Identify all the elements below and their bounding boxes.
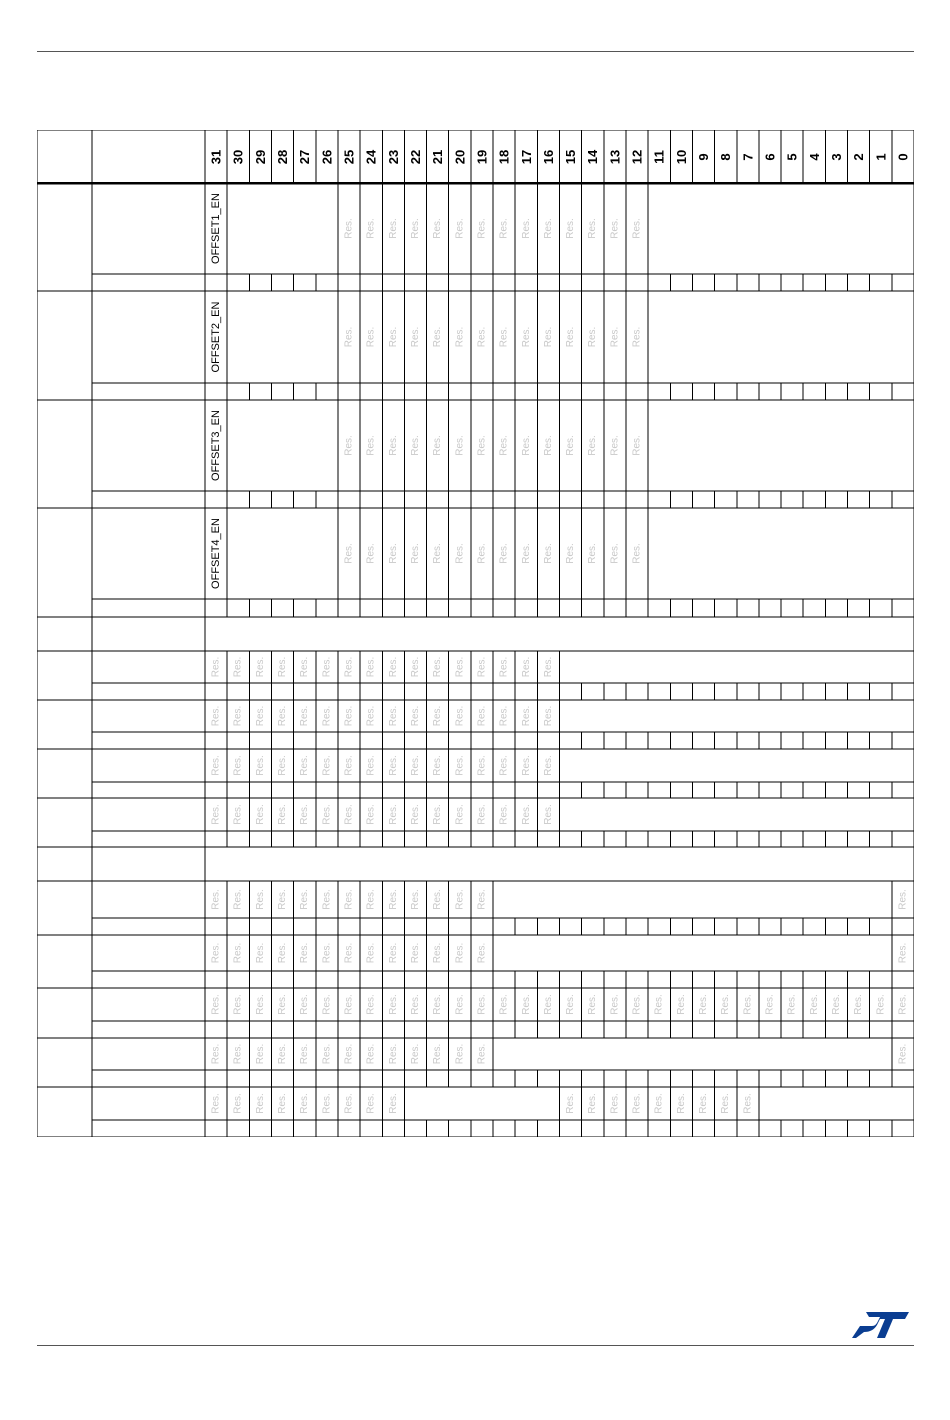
reserved-bit-label: Res. xyxy=(299,1093,311,1114)
reserved-bit-label: Res. xyxy=(653,994,665,1015)
reserved-bit-label: Res. xyxy=(321,942,333,964)
bit-number-label: 28 xyxy=(275,149,291,165)
reserved-bit-label: Res. xyxy=(587,218,599,239)
reserved-bit-label: Res. xyxy=(454,656,466,678)
reserved-bit-label: Res. xyxy=(476,543,488,564)
reserved-bit-label: Res. xyxy=(387,543,399,564)
reserved-bit-label: Res. xyxy=(277,889,289,910)
bit-number-label: 20 xyxy=(452,149,468,165)
reserved-bit-label: Res. xyxy=(299,804,311,825)
reserved-bit-label: Res. xyxy=(365,656,377,678)
reserved-bit-label: Res. xyxy=(609,1093,621,1114)
reserved-bit-label: Res. xyxy=(232,656,244,678)
reserved-bit-label: Res. xyxy=(387,656,399,678)
reserved-bit-label: Res. xyxy=(631,1093,643,1114)
reserved-bit-label: Res. xyxy=(587,326,599,348)
bit-number-label: 27 xyxy=(297,149,313,165)
bit-number-label: 12 xyxy=(629,149,645,165)
reserved-bit-label: Res. xyxy=(232,755,244,776)
bit-number-label: 24 xyxy=(363,149,379,165)
reserved-bit-label: Res. xyxy=(343,435,355,456)
reserved-bit-label: Res. xyxy=(343,543,355,564)
reserved-bit-label: Res. xyxy=(387,1043,399,1065)
reserved-bit-label: Res. xyxy=(875,994,887,1015)
reserved-bit-label: Res. xyxy=(542,994,554,1015)
reserved-bit-label: Res. xyxy=(321,656,333,678)
bit-number-label: 1 xyxy=(873,153,889,161)
reserved-bit-label: Res. xyxy=(764,994,776,1015)
reserved-bit-label: Res. xyxy=(210,755,222,776)
reserved-bit-label: Res. xyxy=(587,1093,599,1114)
reserved-bit-label: Res. xyxy=(454,804,466,825)
bit-number-label: 18 xyxy=(496,149,512,165)
reserved-bit-label: Res. xyxy=(432,755,444,776)
reserved-bit-label: Res. xyxy=(321,755,333,776)
reserved-bit-label: Res. xyxy=(498,994,510,1015)
reserved-bit-label: Res. xyxy=(476,656,488,678)
register-map-table xyxy=(37,130,914,1137)
reserved-bit-label: Res. xyxy=(432,994,444,1015)
reserved-bit-label: Res. xyxy=(542,326,554,348)
reserved-bit-label: Res. xyxy=(387,218,399,239)
reserved-bit-label: Res. xyxy=(454,435,466,456)
st-logo-icon xyxy=(852,1310,910,1340)
reserved-bit-label: Res. xyxy=(542,656,554,678)
reserved-bit-label: Res. xyxy=(321,804,333,825)
bit-number-label: 4 xyxy=(806,153,822,161)
reserved-bit-label: Res. xyxy=(454,218,466,239)
reserved-bit-label: Res. xyxy=(210,705,222,727)
reserved-bit-label: Res. xyxy=(476,1043,488,1065)
reserved-bit-label: Res. xyxy=(365,218,377,239)
reserved-bit-label: Res. xyxy=(476,755,488,776)
reserved-bit-label: Res. xyxy=(343,889,355,910)
bit-number-label: 29 xyxy=(252,149,268,165)
reserved-bit-label: Res. xyxy=(409,218,421,239)
reserved-bit-label: Res. xyxy=(432,326,444,348)
reserved-bit-label: Res. xyxy=(387,889,399,910)
reserved-bit-label: Res. xyxy=(387,705,399,727)
reserved-bit-label: Res. xyxy=(675,994,687,1015)
reserved-bit-label: Res. xyxy=(720,994,732,1015)
header-rule xyxy=(37,51,914,52)
bit-number-label: 16 xyxy=(540,149,556,165)
reserved-bit-label: Res. xyxy=(565,326,577,348)
reserved-bit-label: Res. xyxy=(409,543,421,564)
reserved-bit-label: Res. xyxy=(720,1093,732,1114)
reserved-bit-label: Res. xyxy=(277,755,289,776)
reserved-bit-label: Res. xyxy=(343,942,355,964)
reserved-bit-label: Res. xyxy=(587,543,599,564)
reserved-bit-label: Res. xyxy=(409,994,421,1015)
bit-number-label: 5 xyxy=(784,153,800,161)
reserved-bit-label: Res. xyxy=(210,1093,222,1114)
reserved-bit-label: Res. xyxy=(631,218,643,239)
reserved-bit-label: Res. xyxy=(476,889,488,910)
reserved-bit-label: Res. xyxy=(432,656,444,678)
bit-number-label: 26 xyxy=(319,149,335,165)
footer-rule xyxy=(37,1345,914,1346)
reserved-bit-label: Res. xyxy=(897,942,909,964)
reserved-bit-label: Res. xyxy=(786,994,798,1015)
reserved-bit-label: Res. xyxy=(387,942,399,964)
reserved-bit-label: Res. xyxy=(565,435,577,456)
reserved-bit-label: Res. xyxy=(409,804,421,825)
reserved-bit-label: Res. xyxy=(277,656,289,678)
reserved-bit-label: Res. xyxy=(454,889,466,910)
bit-number-label: 3 xyxy=(828,153,844,161)
reserved-bit-label: Res. xyxy=(542,435,554,456)
reserved-bit-label: Res. xyxy=(432,889,444,910)
reserved-bit-label: Res. xyxy=(254,804,266,825)
reserved-bit-label: Res. xyxy=(254,889,266,910)
reserved-bit-label: Res. xyxy=(343,1043,355,1065)
reserved-bit-label: Res. xyxy=(365,326,377,348)
bit-number-label: 21 xyxy=(430,149,446,165)
bit-number-label: 11 xyxy=(651,150,667,164)
reserved-bit-label: Res. xyxy=(321,889,333,910)
reserved-bit-label: Res. xyxy=(232,889,244,910)
reserved-bit-label: Res. xyxy=(565,1093,577,1114)
bit-number-label: 17 xyxy=(518,149,534,165)
reserved-bit-label: Res. xyxy=(343,994,355,1015)
reserved-bit-label: Res. xyxy=(520,804,532,825)
reserved-bit-label: Res. xyxy=(409,1043,421,1065)
reserved-bit-label: Res. xyxy=(520,326,532,348)
reserved-bit-label: Res. xyxy=(675,1093,687,1114)
reserved-bit-label: Res. xyxy=(277,994,289,1015)
reserved-bit-label: Res. xyxy=(897,889,909,910)
reserved-bit-label: Res. xyxy=(387,435,399,456)
reserved-bit-label: Res. xyxy=(254,1093,266,1114)
reserved-bit-label: Res. xyxy=(343,326,355,348)
reserved-bit-label: Res. xyxy=(321,1043,333,1065)
reserved-bit-label: Res. xyxy=(387,755,399,776)
reserved-bit-label: Res. xyxy=(653,1093,665,1114)
reserved-bit-label: Res. xyxy=(277,942,289,964)
reserved-bit-label: Res. xyxy=(343,656,355,678)
reserved-bit-label: Res. xyxy=(454,994,466,1015)
reserved-bit-label: Res. xyxy=(542,543,554,564)
bit-number-label: 8 xyxy=(718,153,734,161)
reserved-bit-label: Res. xyxy=(299,994,311,1015)
reserved-bit-label: Res. xyxy=(210,1043,222,1065)
reserved-bit-label: Res. xyxy=(520,543,532,564)
reserved-bit-label: Res. xyxy=(409,889,421,910)
reserved-bit-label: Res. xyxy=(343,804,355,825)
reserved-bit-label: Res. xyxy=(476,218,488,239)
reserved-bit-label: Res. xyxy=(232,705,244,727)
reserved-bit-label: Res. xyxy=(409,755,421,776)
field-name-label: OFFSET1_EN xyxy=(210,193,223,264)
reserved-bit-label: Res. xyxy=(542,804,554,825)
bit-number-label: 2 xyxy=(851,153,867,161)
reserved-bit-label: Res. xyxy=(409,326,421,348)
reserved-bit-label: Res. xyxy=(232,994,244,1015)
reserved-bit-label: Res. xyxy=(409,656,421,678)
reserved-bit-label: Res. xyxy=(631,543,643,564)
reserved-bit-label: Res. xyxy=(299,1043,311,1065)
reserved-bit-label: Res. xyxy=(387,804,399,825)
reserved-bit-label: Res. xyxy=(565,543,577,564)
reserved-bit-label: Res. xyxy=(609,218,621,239)
reserved-bit-label: Res. xyxy=(365,889,377,910)
reserved-bit-label: Res. xyxy=(542,755,554,776)
reserved-bit-label: Res. xyxy=(808,994,820,1015)
reserved-bit-label: Res. xyxy=(321,1093,333,1114)
reserved-bit-label: Res. xyxy=(299,942,311,964)
reserved-bit-label: Res. xyxy=(321,994,333,1015)
bit-number-label: 23 xyxy=(385,149,401,165)
bit-number-label: 14 xyxy=(585,149,601,165)
reserved-bit-label: Res. xyxy=(210,656,222,678)
reserved-bit-label: Res. xyxy=(343,218,355,239)
reserved-bit-label: Res. xyxy=(277,804,289,825)
field-name-label: OFFSET4_EN xyxy=(210,518,223,589)
reserved-bit-label: Res. xyxy=(365,994,377,1015)
reserved-bit-label: Res. xyxy=(587,994,599,1015)
reserved-bit-label: Res. xyxy=(631,994,643,1015)
reserved-bit-label: Res. xyxy=(498,435,510,456)
bit-number-label: 31 xyxy=(208,149,224,165)
reserved-bit-label: Res. xyxy=(254,942,266,964)
reserved-bit-label: Res. xyxy=(432,218,444,239)
reserved-bit-label: Res. xyxy=(520,755,532,776)
reserved-bit-label: Res. xyxy=(454,543,466,564)
field-name-label: OFFSET3_EN xyxy=(210,410,223,481)
field-name-label: OFFSET2_EN xyxy=(210,301,223,373)
reserved-bit-label: Res. xyxy=(565,994,577,1015)
reserved-bit-label: Res. xyxy=(454,705,466,727)
reserved-bit-label: Res. xyxy=(476,705,488,727)
reserved-bit-label: Res. xyxy=(476,326,488,348)
reserved-bit-label: Res. xyxy=(365,1093,377,1114)
reserved-bit-label: Res. xyxy=(387,1093,399,1114)
reserved-bit-label: Res. xyxy=(365,804,377,825)
reserved-bit-label: Res. xyxy=(897,994,909,1015)
reserved-bit-label: Res. xyxy=(299,656,311,678)
bit-number-label: 15 xyxy=(563,149,579,165)
reserved-bit-label: Res. xyxy=(454,755,466,776)
reserved-bit-label: Res. xyxy=(277,1093,289,1114)
reserved-bit-label: Res. xyxy=(254,994,266,1015)
reserved-bit-label: Res. xyxy=(698,994,710,1015)
reserved-bit-label: Res. xyxy=(830,994,842,1015)
reserved-bit-label: Res. xyxy=(365,755,377,776)
reserved-bit-label: Res. xyxy=(742,994,754,1015)
table-grid xyxy=(37,130,914,1137)
bit-number-label: 30 xyxy=(230,149,246,165)
bit-number-label: 13 xyxy=(607,149,623,165)
reserved-bit-label: Res. xyxy=(210,889,222,910)
reserved-bit-label: Res. xyxy=(432,543,444,564)
st-logo-mark xyxy=(852,1312,909,1338)
reserved-bit-label: Res. xyxy=(498,656,510,678)
bit-number-label: 19 xyxy=(474,149,490,165)
reserved-bit-label: Res. xyxy=(254,705,266,727)
reserved-bit-label: Res. xyxy=(432,804,444,825)
reserved-bit-label: Res. xyxy=(343,755,355,776)
reserved-bit-label: Res. xyxy=(254,1043,266,1065)
bit-number-label: 6 xyxy=(762,153,778,161)
bit-number-label: 25 xyxy=(341,149,357,165)
reserved-bit-label: Res. xyxy=(299,755,311,776)
reserved-bit-label: Res. xyxy=(498,543,510,564)
reserved-bit-label: Res. xyxy=(476,994,488,1015)
bit-number-label: 7 xyxy=(740,153,756,161)
reserved-bit-label: Res. xyxy=(498,755,510,776)
reserved-bit-label: Res. xyxy=(365,435,377,456)
reserved-bit-label: Res. xyxy=(432,435,444,456)
reserved-bit-label: Res. xyxy=(476,804,488,825)
reserved-bit-label: Res. xyxy=(498,705,510,727)
reserved-bit-label: Res. xyxy=(254,656,266,678)
reserved-bit-label: Res. xyxy=(631,326,643,348)
reserved-bit-label: Res. xyxy=(520,435,532,456)
reserved-bit-label: Res. xyxy=(343,705,355,727)
reserved-bit-label: Res. xyxy=(432,705,444,727)
reserved-bit-label: Res. xyxy=(542,705,554,727)
reserved-bit-label: Res. xyxy=(365,705,377,727)
reserved-bit-label: Res. xyxy=(897,1043,909,1065)
reserved-bit-label: Res. xyxy=(609,435,621,456)
bit-number-label: 9 xyxy=(696,153,712,161)
bit-number-label: 22 xyxy=(407,149,423,165)
reserved-bit-label: Res. xyxy=(587,435,599,456)
reserved-bit-label: Res. xyxy=(365,1043,377,1065)
reserved-bit-label: Res. xyxy=(365,942,377,964)
reserved-bit-label: Res. xyxy=(299,889,311,910)
reserved-bit-label: Res. xyxy=(210,804,222,825)
reserved-bit-label: Res. xyxy=(542,218,554,239)
reserved-bit-label: Res. xyxy=(409,435,421,456)
reserved-bit-label: Res. xyxy=(409,942,421,964)
reserved-bit-label: Res. xyxy=(232,804,244,825)
reserved-bit-label: Res. xyxy=(520,218,532,239)
reserved-bit-label: Res. xyxy=(476,435,488,456)
reserved-bit-label: Res. xyxy=(343,1093,355,1114)
reserved-bit-label: Res. xyxy=(210,994,222,1015)
bit-number-label: 10 xyxy=(673,149,689,165)
reserved-bit-label: Res. xyxy=(299,705,311,727)
reserved-bit-label: Res. xyxy=(853,994,865,1015)
reserved-bit-label: Res. xyxy=(609,994,621,1015)
reserved-bit-label: Res. xyxy=(498,804,510,825)
reserved-bit-label: Res. xyxy=(277,705,289,727)
reserved-bit-label: Res. xyxy=(454,326,466,348)
reserved-bit-label: Res. xyxy=(609,326,621,348)
reserved-bit-label: Res. xyxy=(520,705,532,727)
reserved-bit-label: Res. xyxy=(609,543,621,564)
reserved-bit-label: Res. xyxy=(254,755,266,776)
reserved-bit-label: Res. xyxy=(498,218,510,239)
reserved-bit-label: Res. xyxy=(498,326,510,348)
reserved-bit-label: Res. xyxy=(698,1093,710,1114)
reserved-bit-label: Res. xyxy=(454,942,466,964)
reserved-bit-label: Res. xyxy=(520,994,532,1015)
reserved-bit-label: Res. xyxy=(387,994,399,1015)
bit-number-label: 0 xyxy=(895,153,911,161)
reserved-bit-label: Res. xyxy=(232,1043,244,1065)
reserved-bit-label: Res. xyxy=(232,942,244,964)
reserved-bit-label: Res. xyxy=(232,1093,244,1114)
reserved-bit-label: Res. xyxy=(321,705,333,727)
reserved-bit-label: Res. xyxy=(432,1043,444,1065)
reserved-bit-label: Res. xyxy=(210,942,222,964)
reserved-bit-label: Res. xyxy=(387,326,399,348)
reserved-bit-label: Res. xyxy=(409,705,421,727)
reserved-bit-label: Res. xyxy=(454,1043,466,1065)
reserved-bit-label: Res. xyxy=(742,1093,754,1114)
reserved-bit-label: Res. xyxy=(565,218,577,239)
reserved-bit-label: Res. xyxy=(365,543,377,564)
reserved-bit-label: Res. xyxy=(520,656,532,678)
reserved-bit-label: Res. xyxy=(476,942,488,964)
reserved-bit-label: Res. xyxy=(432,942,444,964)
reserved-bit-label: Res. xyxy=(277,1043,289,1065)
reserved-bit-label: Res. xyxy=(631,435,643,456)
